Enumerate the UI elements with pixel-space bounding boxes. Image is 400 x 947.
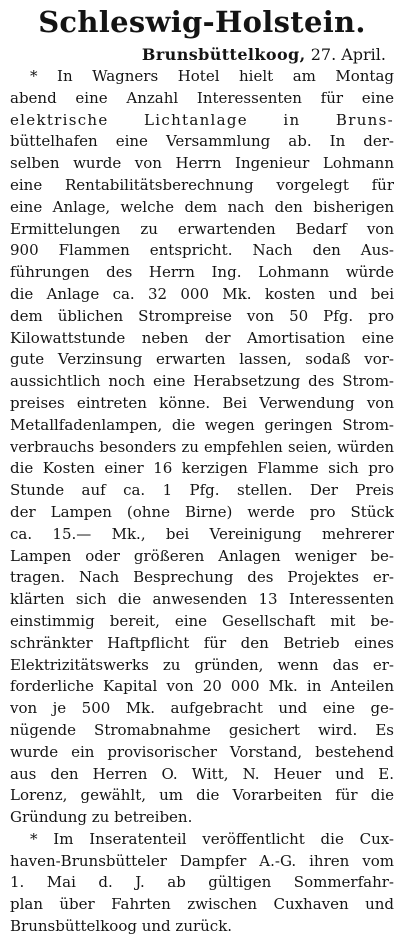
article-line: die Anlage ca. 32 000 Mk. kosten und bei <box>10 284 394 303</box>
dateline <box>10 44 394 66</box>
article-line: Lampen oder größeren Anlagen weniger be- <box>10 546 394 565</box>
article-line: büttelhafen eine Versammlung ab. In der- <box>10 132 394 151</box>
article-line: Elektrizitätswerks zu gründen, wenn das er- <box>10 655 394 674</box>
article-line: Ermittelungen zu erwartenden Bedarf von <box>10 219 394 238</box>
article-line: Metallfadenlampen, die wegen geringen Strom- <box>10 415 394 434</box>
article-line: eine Anlage, welche dem nach den bisherigen <box>10 197 394 216</box>
article-line: plan über Fahrten zwischen Cuxhaven und <box>10 895 394 914</box>
article-line: schränkter Haftpflicht für den Betrieb eines <box>10 633 394 652</box>
dateline-date: 27. April. <box>310 45 386 64</box>
article-line: die Kosten einer 16 kerzigen Flamme sich pro <box>10 459 394 478</box>
article-electric-lighting <box>10 66 394 829</box>
article-line: selben wurde von Herrn Ingenieur Lohmann <box>10 154 394 173</box>
article-line: * Im Inseratenteil veröffentlicht die Cux- <box>30 829 394 848</box>
article-line: führungen des Herrn Ing. Lohmann würde <box>10 263 394 282</box>
article-line: Brunsbüttelkoog und zurück. <box>10 917 233 936</box>
article-line: verbrauchs besonders zu empfehlen seien, würden <box>10 438 394 456</box>
article-line: aus den Herren O. Witt, N. Heuer und E. <box>10 764 394 783</box>
article-line: abend eine Anzahl Interessenten für eine <box>10 88 394 107</box>
article-line: nügende Stromabnahme gesichert wird. Es <box>10 720 394 739</box>
section-headline: Schleswig-Holstein. <box>38 5 366 39</box>
article-line: wurde ein provisorischer Vorstand, bestehend <box>10 742 394 761</box>
article-line: von je 500 Mk. aufgebracht und eine ge- <box>10 699 394 718</box>
article-line: Kilowattstunde neben der Amortisation eine <box>10 328 394 347</box>
article-line: der Lampen (ohne Birne) werde pro Stück <box>10 502 394 521</box>
dateline-place: Brunsbüttelkoog, <box>141 45 306 64</box>
article-line: aussichtlich noch eine Herabsetzung des Strom- <box>10 372 394 391</box>
article-line: dem üblichen Strompreise von 50 Pfg. pro <box>10 306 394 325</box>
article-line: ca. 15.— Mk., bei Vereinigung mehrerer <box>10 524 394 543</box>
article-steamer-timetable <box>10 829 394 938</box>
article-line: klärten sich die anwesenden 13 Interessenten <box>10 590 394 609</box>
article-line: 1. Mai d. J. ab gültigen Sommerfahr- <box>10 873 394 892</box>
article-line: eine Rentabilitätsberechnung vorgelegt für <box>10 175 394 194</box>
article-line: Lorenz, gewählt, um die Vorarbeiten für die <box>10 786 394 805</box>
article-line: * In Wagners Hotel hielt am Montag <box>30 67 394 85</box>
article-line: preises eintreten könne. Bei Verwendung von <box>10 393 394 412</box>
article-line: 900 Flammen entspricht. Nach den Aus- <box>10 241 394 260</box>
article-line: Stunde auf ca. 1 Pfg. stellen. Der Preis <box>10 481 394 500</box>
article-line: gute Verzinsung erwarten lassen, sodaß vor- <box>10 350 394 369</box>
article-line: tragen. Nach Besprechung des Projektes er- <box>10 568 394 587</box>
article-line: elektrische Lichtanlage in Bruns- <box>10 110 394 129</box>
article-line: einstimmig bereit, eine Gesellschaft mit be- <box>10 611 394 630</box>
article-line: Gründung zu betreiben. <box>10 808 193 827</box>
article-line: haven-Brunsbütteler Dampfer A.-G. ihren vom <box>10 851 394 870</box>
article-line: forderliche Kapital von 20 000 Mk. in Anteilen <box>10 677 394 696</box>
